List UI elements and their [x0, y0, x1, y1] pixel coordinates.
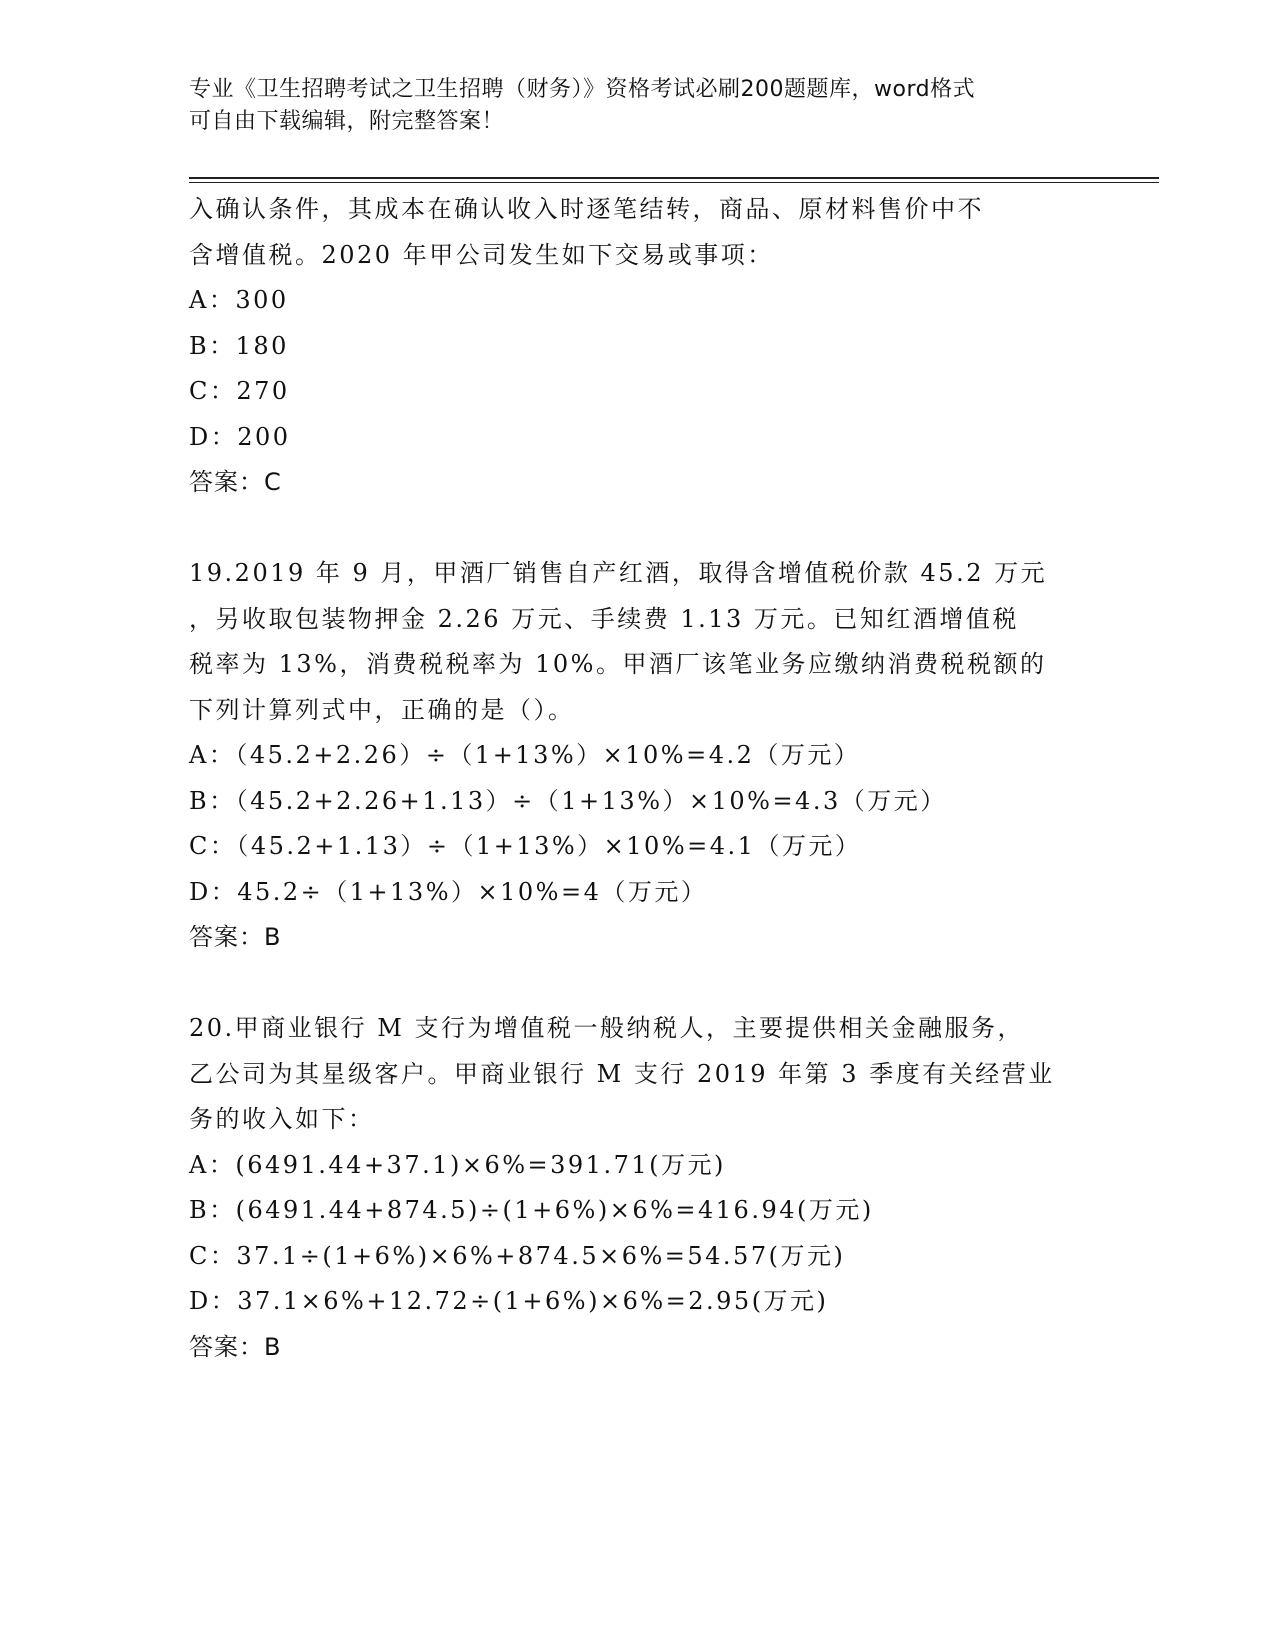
question-18: [189, 187, 1089, 506]
header-divider-thick: [189, 177, 1159, 179]
document-header: [189, 74, 1069, 138]
option-b: B：（45.2+2.26+1.13）÷（1+13%）×10%=4.3（万元）: [189, 786, 947, 815]
question-stem-line: 含增值税。2020 年甲公司发生如下交易或事项：: [189, 240, 774, 269]
option-b: B：180: [189, 331, 289, 360]
question-stem-line: 下列计算列式中，正确的是（）。: [189, 695, 575, 724]
question-spacer: [189, 506, 1089, 552]
question-stem-line: 入确认条件，其成本在确认收入时逐笔结转，商品、原材料售价中不: [189, 195, 984, 223]
question-stem-line: 19.2019 年 9 月，甲酒厂销售自产红酒，取得含增值税价款 45.2 万元: [189, 559, 1048, 587]
option-a: A：（45.2+2.26）÷（1+13%）×10%=4.2（万元）: [189, 741, 861, 769]
question-stem-line: ，另收取包装物押金 2.26 万元、手续费 1.13 万元。已知红酒增值税: [189, 604, 1019, 633]
question-stem-line: 税率为 13%，消费税税率为 10%。甲酒厂该笔业务应缴纳消费税税额的: [189, 650, 1047, 678]
option-c: C：（45.2+1.13）÷（1+13%）×10%=4.1（万元）: [189, 832, 862, 860]
answer-line: 答案：C: [189, 468, 282, 496]
question-stem-line: 务的收入如下：: [189, 1105, 375, 1133]
question-stem-line: 20.甲商业银行 M 支行为增值税一般纳税人，主要提供相关金融服务，: [189, 1014, 1024, 1042]
header-title-line-1: 专业《卫生招聘考试之卫生招聘（财务）》资格考试必刷200题题库，word格式: [189, 77, 976, 102]
option-d: D：37.1×6%+12.72÷(1+6%)×6%=2.95(万元): [189, 1287, 829, 1315]
answer-line: 答案：B: [189, 1332, 282, 1361]
option-c: C：37.1÷(1+6%)×6%+874.5×6%=54.57(万元): [189, 1241, 846, 1270]
question-stem-line: 乙公司为其星级客户。甲商业银行 M 支行 2019 年第 3 季度有关经营业: [189, 1059, 1055, 1088]
header-title-line-2: 可自由下载编辑，附完整答案！: [189, 109, 505, 134]
question-20: [189, 1006, 1089, 1370]
option-d: D：45.2÷（1+13%）×10%=4（万元）: [189, 877, 708, 906]
answer-line: 答案：B: [189, 923, 282, 951]
option-a: A：300: [189, 286, 289, 314]
option-a: A：(6491.44+37.1)×6%=391.71(万元): [189, 1150, 726, 1179]
document-body: [189, 187, 1089, 1370]
option-c: C：270: [189, 377, 290, 405]
option-b: B：(6491.44+874.5)÷(1+6%)×6%=416.94(万元): [189, 1196, 874, 1224]
header-divider-thin: [189, 182, 1159, 183]
question-spacer: [189, 961, 1089, 1007]
question-19: [189, 551, 1089, 961]
option-d: D：200: [189, 422, 291, 451]
